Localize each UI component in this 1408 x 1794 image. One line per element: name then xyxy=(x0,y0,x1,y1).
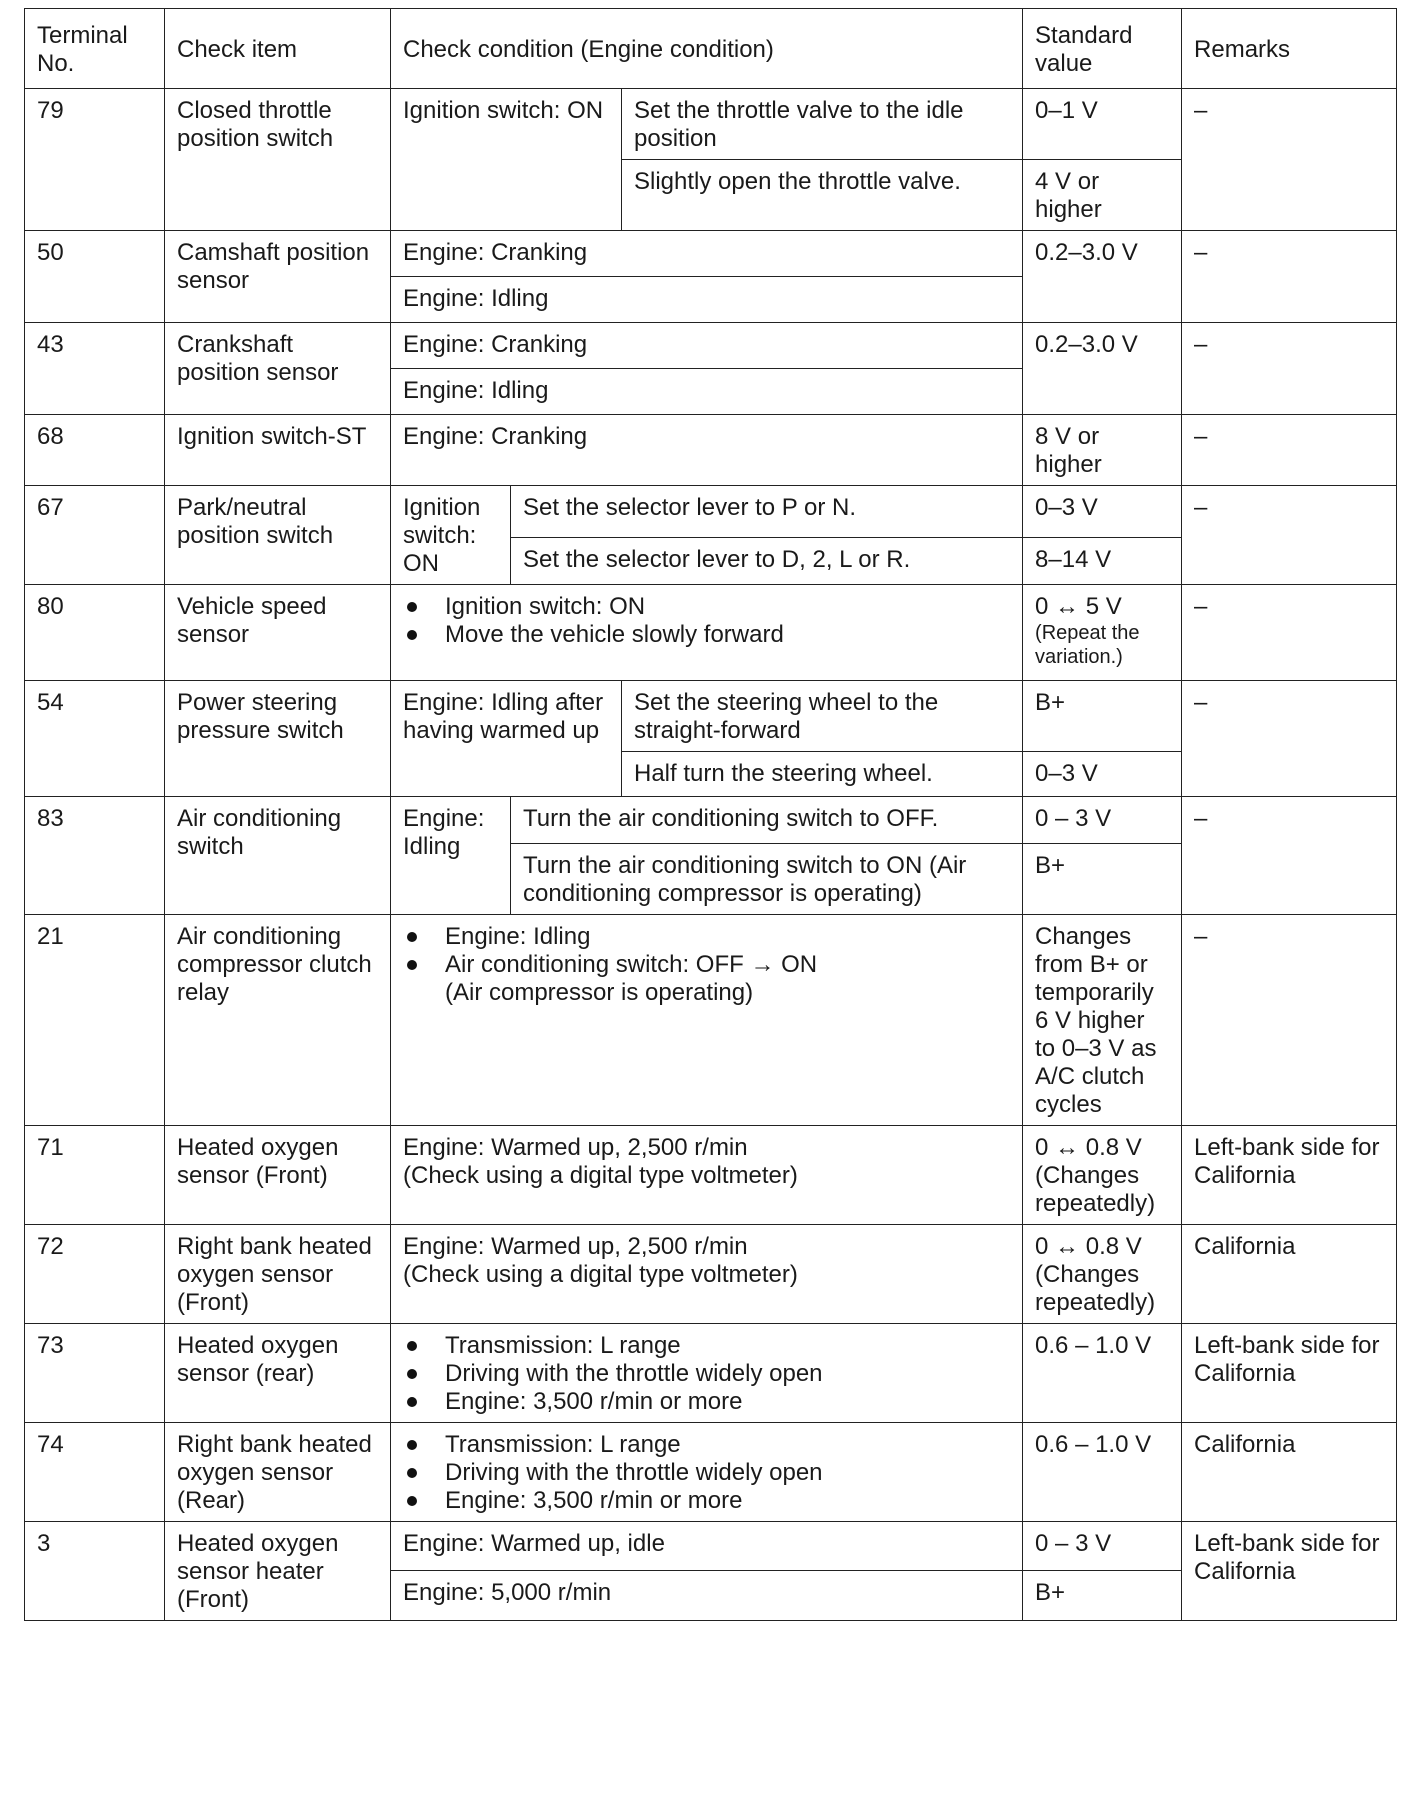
terminal-no: 43 xyxy=(25,323,165,415)
terminal-check-table xyxy=(24,8,1397,1621)
standard-value: 0.6 – 1.0 V xyxy=(1023,1423,1182,1522)
remarks: – xyxy=(1182,415,1397,486)
check-condition-sub: Turn the air conditioning switch to OFF. xyxy=(511,797,1023,844)
header-row xyxy=(25,9,1397,89)
condition-line: (Check using a digital type voltmeter) xyxy=(403,1162,798,1189)
bullet-item: Driving with the throttle widely open xyxy=(403,1459,1010,1487)
standard-value: B+ xyxy=(1023,844,1182,915)
check-item: Power steering pressure switch xyxy=(165,681,391,797)
check-condition xyxy=(391,915,1023,1126)
check-condition: Engine: Warmed up, idle xyxy=(391,1522,1023,1571)
check-item: Heated oxygen sensor heater (Front) xyxy=(165,1522,391,1621)
remarks: – xyxy=(1182,681,1397,797)
check-condition xyxy=(391,585,1023,681)
terminal-no: 50 xyxy=(25,231,165,323)
check-condition xyxy=(391,1126,1023,1225)
standard-value xyxy=(1023,585,1182,681)
check-condition-main: Engine: Idling after having warmed up xyxy=(391,681,622,797)
bullet-item: Engine: 3,500 r/min or more xyxy=(403,1388,1010,1416)
standard-value: 0 ↔ 0.8 V (Changes repeatedly) xyxy=(1023,1225,1182,1324)
check-condition: Engine: Idling xyxy=(391,369,1023,415)
standard-value: B+ xyxy=(1023,681,1182,752)
table-row xyxy=(25,415,1397,486)
bullet-item: Air conditioning switch: OFF → ON xyxy=(403,951,1010,979)
terminal-no: 72 xyxy=(25,1225,165,1324)
condition-note: (Air compressor is operating) xyxy=(445,979,754,1006)
condition-line: Engine: Warmed up, 2,500 r/min xyxy=(403,1134,748,1161)
terminal-no: 3 xyxy=(25,1522,165,1621)
check-item: Air conditioning switch xyxy=(165,797,391,915)
check-condition: Engine: 5,000 r/min xyxy=(391,1570,1023,1620)
terminal-no: 79 xyxy=(25,89,165,231)
check-condition xyxy=(391,1423,1023,1522)
check-condition-sub: Set the selector lever to P or N. xyxy=(511,486,1023,538)
remarks: – xyxy=(1182,323,1397,415)
remarks: – xyxy=(1182,915,1397,1126)
check-condition-main: Ignition switch: ON xyxy=(391,486,511,585)
remarks: Left-bank side for California xyxy=(1182,1126,1397,1225)
check-item: Air conditioning compressor clutch relay xyxy=(165,915,391,1126)
terminal-no: 21 xyxy=(25,915,165,1126)
terminal-no: 71 xyxy=(25,1126,165,1225)
check-item: Vehicle speed sensor xyxy=(165,585,391,681)
check-item: Camshaft position sensor xyxy=(165,231,391,323)
standard-value-main: 0 ↔ 5 V xyxy=(1035,593,1122,620)
condition-bullets xyxy=(403,923,1010,979)
check-condition-sub: Half turn the steering wheel. xyxy=(622,752,1023,797)
bullet-item: Ignition switch: ON xyxy=(403,593,1010,621)
terminal-no: 73 xyxy=(25,1324,165,1423)
check-item: Heated oxygen sensor (Front) xyxy=(165,1126,391,1225)
standard-value: B+ xyxy=(1023,1570,1182,1620)
check-item: Ignition switch-ST xyxy=(165,415,391,486)
standard-value: 0.2–3.0 V xyxy=(1023,323,1182,415)
condition-bullets xyxy=(403,1431,1010,1515)
terminal-no: 74 xyxy=(25,1423,165,1522)
table-row xyxy=(25,89,1397,160)
table-row xyxy=(25,486,1397,538)
check-condition: Engine: Idling xyxy=(391,277,1023,323)
standard-value: 0 – 3 V xyxy=(1023,1522,1182,1571)
check-condition xyxy=(391,1324,1023,1423)
bullet-item: Engine: 3,500 r/min or more xyxy=(403,1487,1010,1515)
remarks: – xyxy=(1182,797,1397,915)
bullet-item: Engine: Idling xyxy=(403,923,1010,951)
terminal-no: 83 xyxy=(25,797,165,915)
table-row xyxy=(25,585,1397,681)
condition-line: (Check using a digital type voltmeter) xyxy=(403,1261,798,1288)
bullet-item: Transmission: L range xyxy=(403,1332,1010,1360)
check-item: Crankshaft position sensor xyxy=(165,323,391,415)
terminal-no: 68 xyxy=(25,415,165,486)
standard-value: 0–1 V xyxy=(1023,89,1182,160)
standard-value: 0.2–3.0 V xyxy=(1023,231,1182,323)
remarks: California xyxy=(1182,1225,1397,1324)
terminal-no: 54 xyxy=(25,681,165,797)
table-row xyxy=(25,1225,1397,1324)
bullet-item: Driving with the throttle widely open xyxy=(403,1360,1010,1388)
standard-value: 8 V or higher xyxy=(1023,415,1182,486)
check-condition: Engine: Cranking xyxy=(391,323,1023,369)
remarks: – xyxy=(1182,89,1397,231)
remarks: – xyxy=(1182,585,1397,681)
bullet-item: Transmission: L range xyxy=(403,1431,1010,1459)
standard-value: 0 – 3 V xyxy=(1023,797,1182,844)
standard-value: 8–14 V xyxy=(1023,537,1182,584)
check-condition: Engine: Cranking xyxy=(391,231,1023,277)
table-row xyxy=(25,1126,1397,1225)
check-item: Park/neutral position switch xyxy=(165,486,391,585)
table-row xyxy=(25,797,1397,844)
check-item: Closed throttle position switch xyxy=(165,89,391,231)
condition-bullets xyxy=(403,593,1010,649)
remarks: California xyxy=(1182,1423,1397,1522)
header-check-item: Check item xyxy=(165,9,391,89)
check-condition-main: Ignition switch: ON xyxy=(391,89,622,231)
standard-value: 4 V or higher xyxy=(1023,160,1182,231)
remarks: Left-bank side for California xyxy=(1182,1522,1397,1621)
check-condition-sub: Slightly open the throttle valve. xyxy=(622,160,1023,231)
header-terminal: Terminal No. xyxy=(25,9,165,89)
check-condition-main: Engine: Idling xyxy=(391,797,511,915)
remarks: Left-bank side for California xyxy=(1182,1324,1397,1423)
remarks: – xyxy=(1182,486,1397,585)
check-item: Right bank heated oxygen sensor (Rear) xyxy=(165,1423,391,1522)
standard-value: 0–3 V xyxy=(1023,486,1182,538)
check-condition-sub: Turn the air conditioning switch to ON (Air conditioning compressor is operating) xyxy=(511,844,1023,915)
standard-value: 0.6 – 1.0 V xyxy=(1023,1324,1182,1423)
check-condition-sub: Set the throttle valve to the idle position xyxy=(622,89,1023,160)
standard-value: 0 ↔ 0.8 V (Changes repeatedly) xyxy=(1023,1126,1182,1225)
check-condition-sub: Set the selector lever to D, 2, L or R. xyxy=(511,537,1023,584)
check-condition: Engine: Cranking xyxy=(391,415,1023,486)
header-standard-value: Standard value xyxy=(1023,9,1182,89)
table-row xyxy=(25,681,1397,752)
table-row xyxy=(25,1324,1397,1423)
check-item: Right bank heated oxygen sensor (Front) xyxy=(165,1225,391,1324)
table-row xyxy=(25,1522,1397,1571)
check-condition xyxy=(391,1225,1023,1324)
page xyxy=(24,8,1396,1621)
terminal-no: 67 xyxy=(25,486,165,585)
terminal-no: 80 xyxy=(25,585,165,681)
check-item: Heated oxygen sensor (rear) xyxy=(165,1324,391,1423)
table-row xyxy=(25,323,1397,369)
standard-value: 0–3 V xyxy=(1023,752,1182,797)
standard-value-note: (Repeat the variation.) xyxy=(1035,622,1140,668)
bullet-item: Move the vehicle slowly forward xyxy=(403,621,1010,649)
table-row xyxy=(25,1423,1397,1522)
header-check-condition: Check condition (Engine condition) xyxy=(391,9,1023,89)
condition-bullets xyxy=(403,1332,1010,1416)
table-row xyxy=(25,915,1397,1126)
condition-line: Engine: Warmed up, 2,500 r/min xyxy=(403,1233,748,1260)
remarks: – xyxy=(1182,231,1397,323)
check-condition-sub: Set the steering wheel to the straight-forward xyxy=(622,681,1023,752)
standard-value: Changes from B+ or temporarily 6 V higher to 0–3 V as A/C clutch cycles xyxy=(1023,915,1182,1126)
table-row xyxy=(25,231,1397,277)
header-remarks: Remarks xyxy=(1182,9,1397,89)
